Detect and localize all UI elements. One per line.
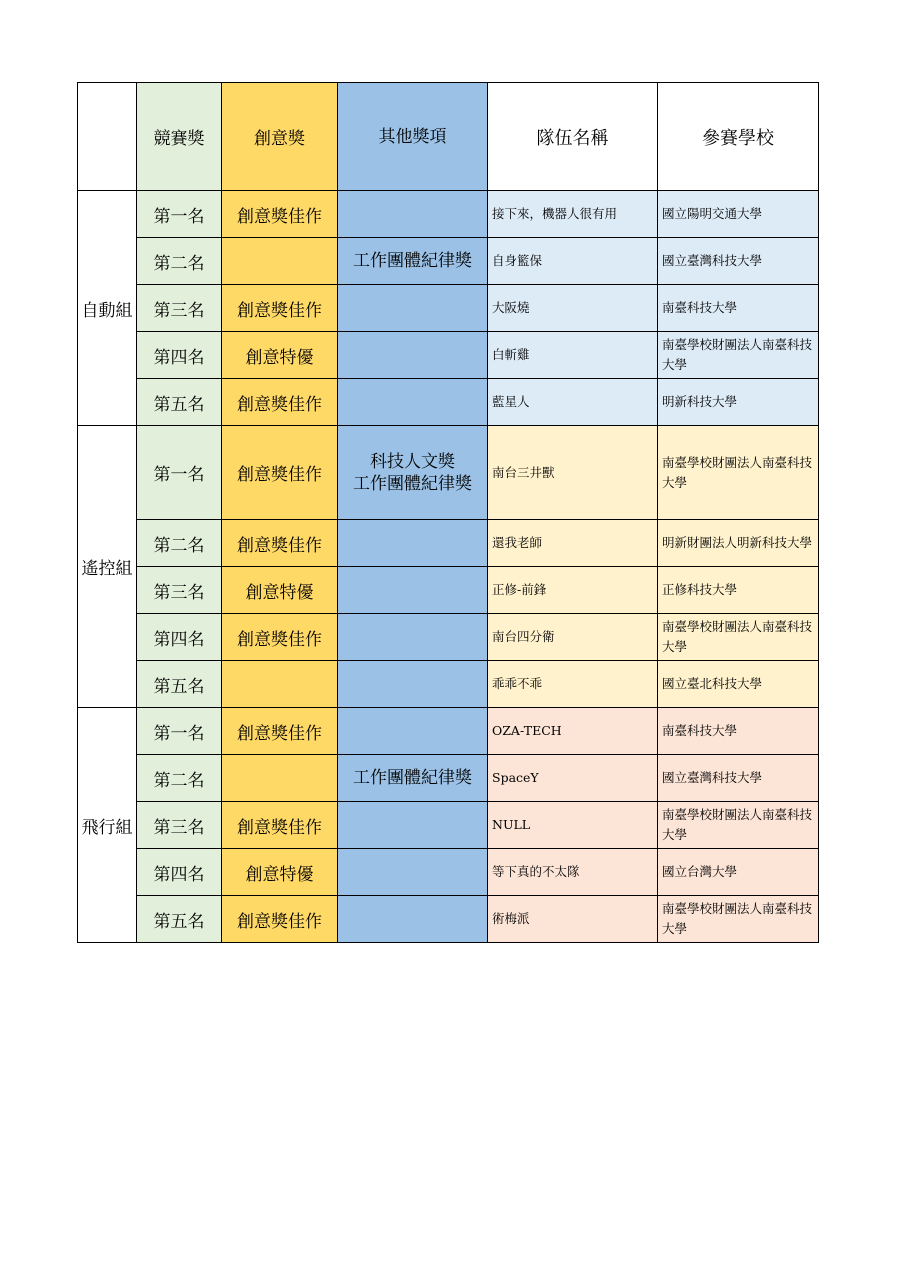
school-cell: 南臺科技大學 (658, 285, 819, 332)
creative-cell: 創意特優 (222, 849, 338, 896)
table-row (78, 755, 819, 802)
table-row (78, 520, 819, 567)
rank-cell: 第五名 (137, 379, 222, 426)
team-cell: 接下來，機器人很有用 (488, 191, 658, 238)
header-row (78, 83, 819, 191)
table-row (78, 802, 819, 849)
school-cell: 國立臺北科技大學 (658, 661, 819, 708)
creative-cell: 創意獎佳作 (222, 708, 338, 755)
creative-cell (222, 238, 338, 285)
creative-cell (222, 755, 338, 802)
rank-cell: 第一名 (137, 708, 222, 755)
school-cell: 南臺學校財團法人南臺科技大學 (658, 802, 819, 849)
other-award-cell: 工作團體紀律獎 (338, 238, 488, 285)
school-cell: 南臺學校財團法人南臺科技大學 (658, 426, 819, 520)
header-rank: 競賽獎 (137, 83, 222, 191)
team-cell: 南台三井獸 (488, 426, 658, 520)
rank-cell: 第二名 (137, 520, 222, 567)
group-label-remote: 遙控組 (78, 426, 137, 708)
school-cell: 南臺學校財團法人南臺科技大學 (658, 332, 819, 379)
team-cell: 自身籃保 (488, 238, 658, 285)
header-school: 參賽學校 (658, 83, 819, 191)
other-award-cell (338, 285, 488, 332)
creative-cell: 創意特優 (222, 332, 338, 379)
other-award-cell (338, 379, 488, 426)
school-cell: 南臺學校財團法人南臺科技大學 (658, 614, 819, 661)
team-cell: 還我老師 (488, 520, 658, 567)
creative-cell: 創意獎佳作 (222, 520, 338, 567)
team-cell: SpaceY (488, 755, 658, 802)
creative-cell: 創意獎佳作 (222, 802, 338, 849)
school-cell: 南臺學校財團法人南臺科技大學 (658, 896, 819, 943)
school-cell: 國立陽明交通大學 (658, 191, 819, 238)
other-award-cell (338, 708, 488, 755)
table-row (78, 285, 819, 332)
other-award-line-1: 科技人文獎 (370, 451, 455, 472)
rank-cell: 第二名 (137, 238, 222, 285)
other-award-line-2: 工作團體紀律獎 (353, 473, 472, 494)
other-award-cell (338, 614, 488, 661)
team-cell: 大阪燒 (488, 285, 658, 332)
team-cell: 南台四分衛 (488, 614, 658, 661)
other-award-cell (338, 191, 488, 238)
team-cell: 等下真的不太隊 (488, 849, 658, 896)
other-award-cell (338, 896, 488, 943)
other-award-cell (338, 802, 488, 849)
header-creative: 創意獎 (222, 83, 338, 191)
rank-cell: 第三名 (137, 567, 222, 614)
table-row (78, 426, 819, 520)
table-row (78, 614, 819, 661)
rank-cell: 第一名 (137, 191, 222, 238)
rank-cell: 第三名 (137, 285, 222, 332)
rank-cell: 第五名 (137, 661, 222, 708)
table-row (78, 849, 819, 896)
table-row (78, 567, 819, 614)
creative-cell: 創意獎佳作 (222, 379, 338, 426)
other-award-cell: 工作團體紀律獎 (338, 755, 488, 802)
creative-cell: 創意獎佳作 (222, 191, 338, 238)
rank-cell: 第一名 (137, 426, 222, 520)
awards-table (77, 82, 819, 943)
rank-cell: 第四名 (137, 332, 222, 379)
other-award-cell (338, 426, 488, 520)
other-award-cell (338, 332, 488, 379)
rank-cell: 第四名 (137, 849, 222, 896)
school-cell: 國立台灣大學 (658, 849, 819, 896)
school-cell: 國立臺灣科技大學 (658, 238, 819, 285)
group-label-flying: 飛行組 (78, 708, 137, 943)
group-label-auto: 自動組 (78, 191, 137, 426)
school-cell: 明新財團法人明新科技大學 (658, 520, 819, 567)
table-row (78, 238, 819, 285)
other-award-cell (338, 849, 488, 896)
school-cell: 明新科技大學 (658, 379, 819, 426)
school-cell: 南臺科技大學 (658, 708, 819, 755)
table-row (78, 332, 819, 379)
school-cell: 正修科技大學 (658, 567, 819, 614)
table-row (78, 661, 819, 708)
other-award-cell (338, 520, 488, 567)
creative-cell (222, 661, 338, 708)
header-other: 其他獎項 (338, 83, 488, 191)
team-cell: 白斬雞 (488, 332, 658, 379)
team-cell: 正修-前鋒 (488, 567, 658, 614)
creative-cell: 創意獎佳作 (222, 426, 338, 520)
team-cell: 術梅派 (488, 896, 658, 943)
table-row (78, 379, 819, 426)
team-cell: NULL (488, 802, 658, 849)
rank-cell: 第二名 (137, 755, 222, 802)
creative-cell: 創意獎佳作 (222, 896, 338, 943)
school-cell: 國立臺灣科技大學 (658, 755, 819, 802)
header-team: 隊伍名稱 (488, 83, 658, 191)
other-award-cell (338, 567, 488, 614)
rank-cell: 第四名 (137, 614, 222, 661)
other-award-cell (338, 661, 488, 708)
creative-cell: 創意特優 (222, 567, 338, 614)
team-cell: 乖乖不乖 (488, 661, 658, 708)
header-group (78, 83, 137, 191)
table-row (78, 896, 819, 943)
team-cell: OZA-TECH (488, 708, 658, 755)
creative-cell: 創意獎佳作 (222, 285, 338, 332)
table-row (78, 191, 819, 238)
table-row (78, 708, 819, 755)
rank-cell: 第五名 (137, 896, 222, 943)
creative-cell: 創意獎佳作 (222, 614, 338, 661)
team-cell: 藍星人 (488, 379, 658, 426)
rank-cell: 第三名 (137, 802, 222, 849)
